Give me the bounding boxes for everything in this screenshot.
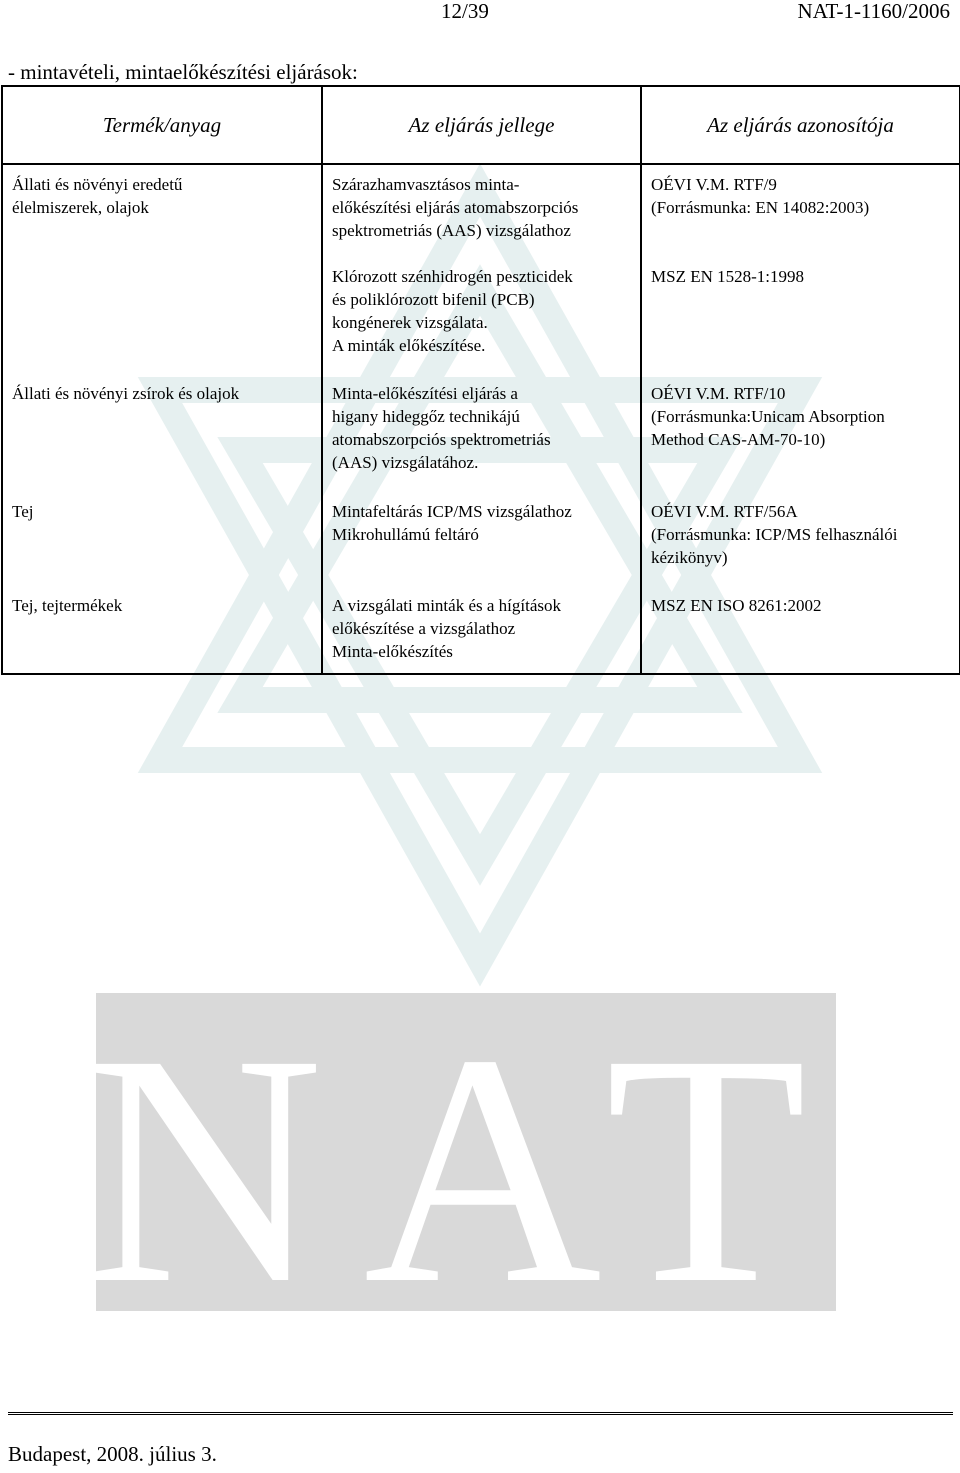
column-header-procedure: Az eljárás jellege [322, 86, 641, 164]
document-id: NAT-1-1160/2006 [797, 0, 950, 23]
cell-line: Állati és növényi eredetű [12, 175, 183, 194]
table-row [2, 492, 960, 586]
product-cell [2, 164, 322, 257]
identifier-cell [641, 257, 960, 374]
cell-line: A minták előkészítése. [332, 336, 486, 355]
cell-line: Tej, tejtermékek [12, 596, 123, 615]
cell-line: Method CAS-AM-70-10) [651, 430, 826, 449]
footer-divider [8, 1412, 953, 1415]
cell-line: spektrometriás (AAS) vizsgálathoz [332, 221, 571, 240]
procedures-table [1, 85, 960, 675]
cell-line: Minta-előkészítési eljárás a [332, 384, 518, 403]
footer-date: Budapest, 2008. július 3. [8, 1442, 217, 1466]
identifier-cell [641, 374, 960, 492]
cell-line: (Forrásmunka:Unicam Absorption [651, 407, 885, 426]
cell-line: kézikönyv) [651, 548, 728, 567]
cell-line: Minta-előkészítés [332, 642, 453, 661]
cell-line: Mikrohullámú feltáró [332, 525, 479, 544]
procedure-cell [322, 374, 641, 492]
cell-line: Klórozott szénhidrogén peszticidek [332, 267, 573, 286]
cell-line: A vizsgálati minták és a hígítások [332, 596, 561, 615]
identifier-cell [641, 164, 960, 257]
product-cell [2, 492, 322, 586]
identifier-cell [641, 586, 960, 674]
section-title: - mintavételi, mintaelőkészítési eljárások: [8, 60, 358, 84]
cell-line: élelmiszerek, olajok [12, 198, 149, 217]
cell-line: MSZ EN 1528-1:1998 [651, 267, 804, 286]
cell-line: Tej [12, 502, 34, 521]
watermark-letters: NAT [85, 987, 847, 1352]
cell-line: (Forrásmunka: ICP/MS felhasználói [651, 525, 898, 544]
page-header [0, 0, 960, 24]
cell-line: higany hideggőz technikájú [332, 407, 520, 426]
table-row [2, 586, 960, 674]
cell-line: Szárazhamvasztásos minta- [332, 175, 520, 194]
column-header-product: Termék/anyag [2, 86, 322, 164]
product-cell [2, 257, 322, 374]
cell-line: előkészítése a vizsgálathoz [332, 619, 516, 638]
cell-line: OÉVI V.M. RTF/56A [651, 502, 798, 521]
procedure-cell [322, 586, 641, 674]
cell-line: OÉVI V.M. RTF/10 [651, 384, 786, 403]
cell-line: (Forrásmunka: EN 14082:2003) [651, 198, 870, 217]
cell-line: Állati és növényi zsírok és olajok [12, 384, 240, 403]
cell-line: Mintafeltárás ICP/MS vizsgálathoz [332, 502, 572, 521]
cell-line: előkészítési eljárás atomabszorpciós [332, 198, 579, 217]
table-row [2, 374, 960, 492]
table-row [2, 257, 960, 374]
column-header-identifier: Az eljárás azonosítója [641, 86, 960, 164]
cell-line: kongénerek vizsgálata. [332, 313, 488, 332]
procedure-cell [322, 257, 641, 374]
identifier-cell [641, 492, 960, 586]
cell-line: és poliklórozott bifenil (PCB) [332, 290, 535, 309]
cell-line: MSZ EN ISO 8261:2002 [651, 596, 822, 615]
product-cell [2, 586, 322, 674]
procedure-cell [322, 164, 641, 257]
product-cell [2, 374, 322, 492]
table-header-row [2, 86, 960, 164]
page-number: 12/39 [441, 0, 489, 23]
cell-line: (AAS) vizsgálatához. [332, 453, 479, 472]
table-row [2, 164, 960, 257]
cell-line: atomabszorpciós spektrometriás [332, 430, 551, 449]
cell-line: OÉVI V.M. RTF/9 [651, 175, 777, 194]
procedure-cell [322, 492, 641, 586]
